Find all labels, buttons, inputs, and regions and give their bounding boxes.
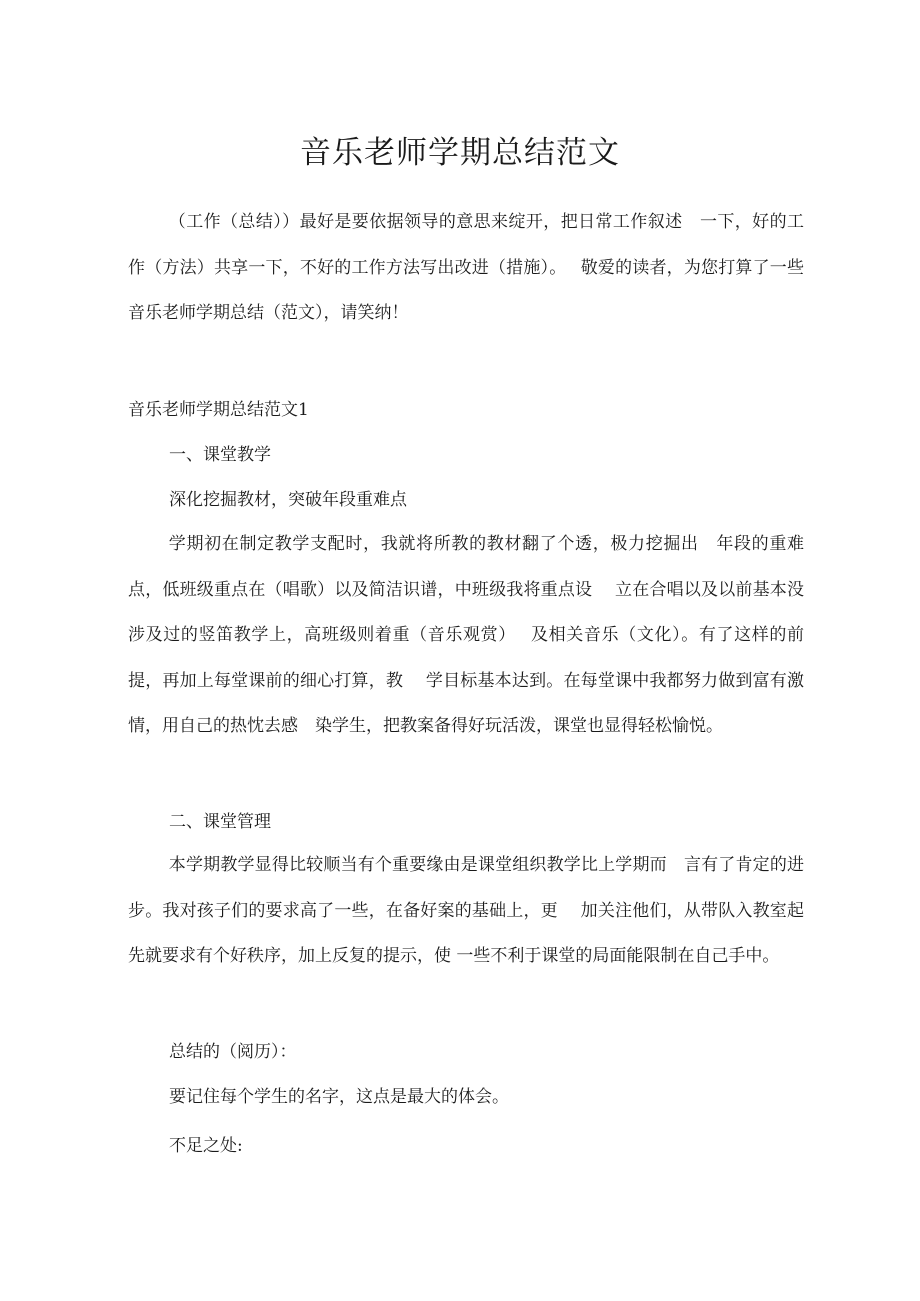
shortcomings-label: 不足之处: <box>169 1136 243 1156</box>
heading-classroom-teaching: 一、课堂教学 <box>169 445 271 465</box>
body-paragraph-teaching: 学期初在制定教学支配时，我就将所教的教材翻了个透，极力挖掘出 年段的重难点，低班级重点在（唱歌）以及简洁识谱，中班级我将重点设 立在合唱以及以前基本没涉及过的竖笛教学上，高班级则着重（音乐观赏） 及相关音乐（文化）。有了这样的前提，再加上每堂课前的细心打算，教 学目标基本达到。在每堂课中我都努力做到富有激情，用自己的热忱去感 染学生，把教案备得好玩活泼，课堂也显得轻松愉悦。 <box>128 534 804 736</box>
document-title: 音乐老师学期总结范文 <box>300 135 620 171</box>
summary-label: 总结的（阅历）： <box>169 1042 297 1062</box>
body-paragraph-management: 本学期教学显得比较顺当有个重要缘由是课堂组织教学比上学期而 言有了肯定的进步。我对孩子们的要求高了一些，在备好案的基础上，更 加关注他们，从带队入教室起先就要求有个好秩序，加上反复的提示，使 一些不利于课堂的局面能限制在自己手中。 <box>128 855 804 966</box>
subheading-textbook: 深化挖掘教材，突破年段重难点 <box>169 490 407 510</box>
section-heading: 音乐老师学期总结范文1 <box>128 400 309 420</box>
intro-paragraph: （工作（总结））最好是要依据领导的意思来绽开，把日常工作叙述 一下，好的工作（方法）共享一下，不好的工作方法写出改进（措施）。 敬爱的读者，为您打算了一些音乐老师学期总结（范文），请笑纳！ <box>128 212 804 323</box>
summary-text: 要记住每个学生的名字，这点是最大的体会。 <box>169 1087 509 1107</box>
heading-classroom-management: 二、课堂管理 <box>169 812 271 832</box>
